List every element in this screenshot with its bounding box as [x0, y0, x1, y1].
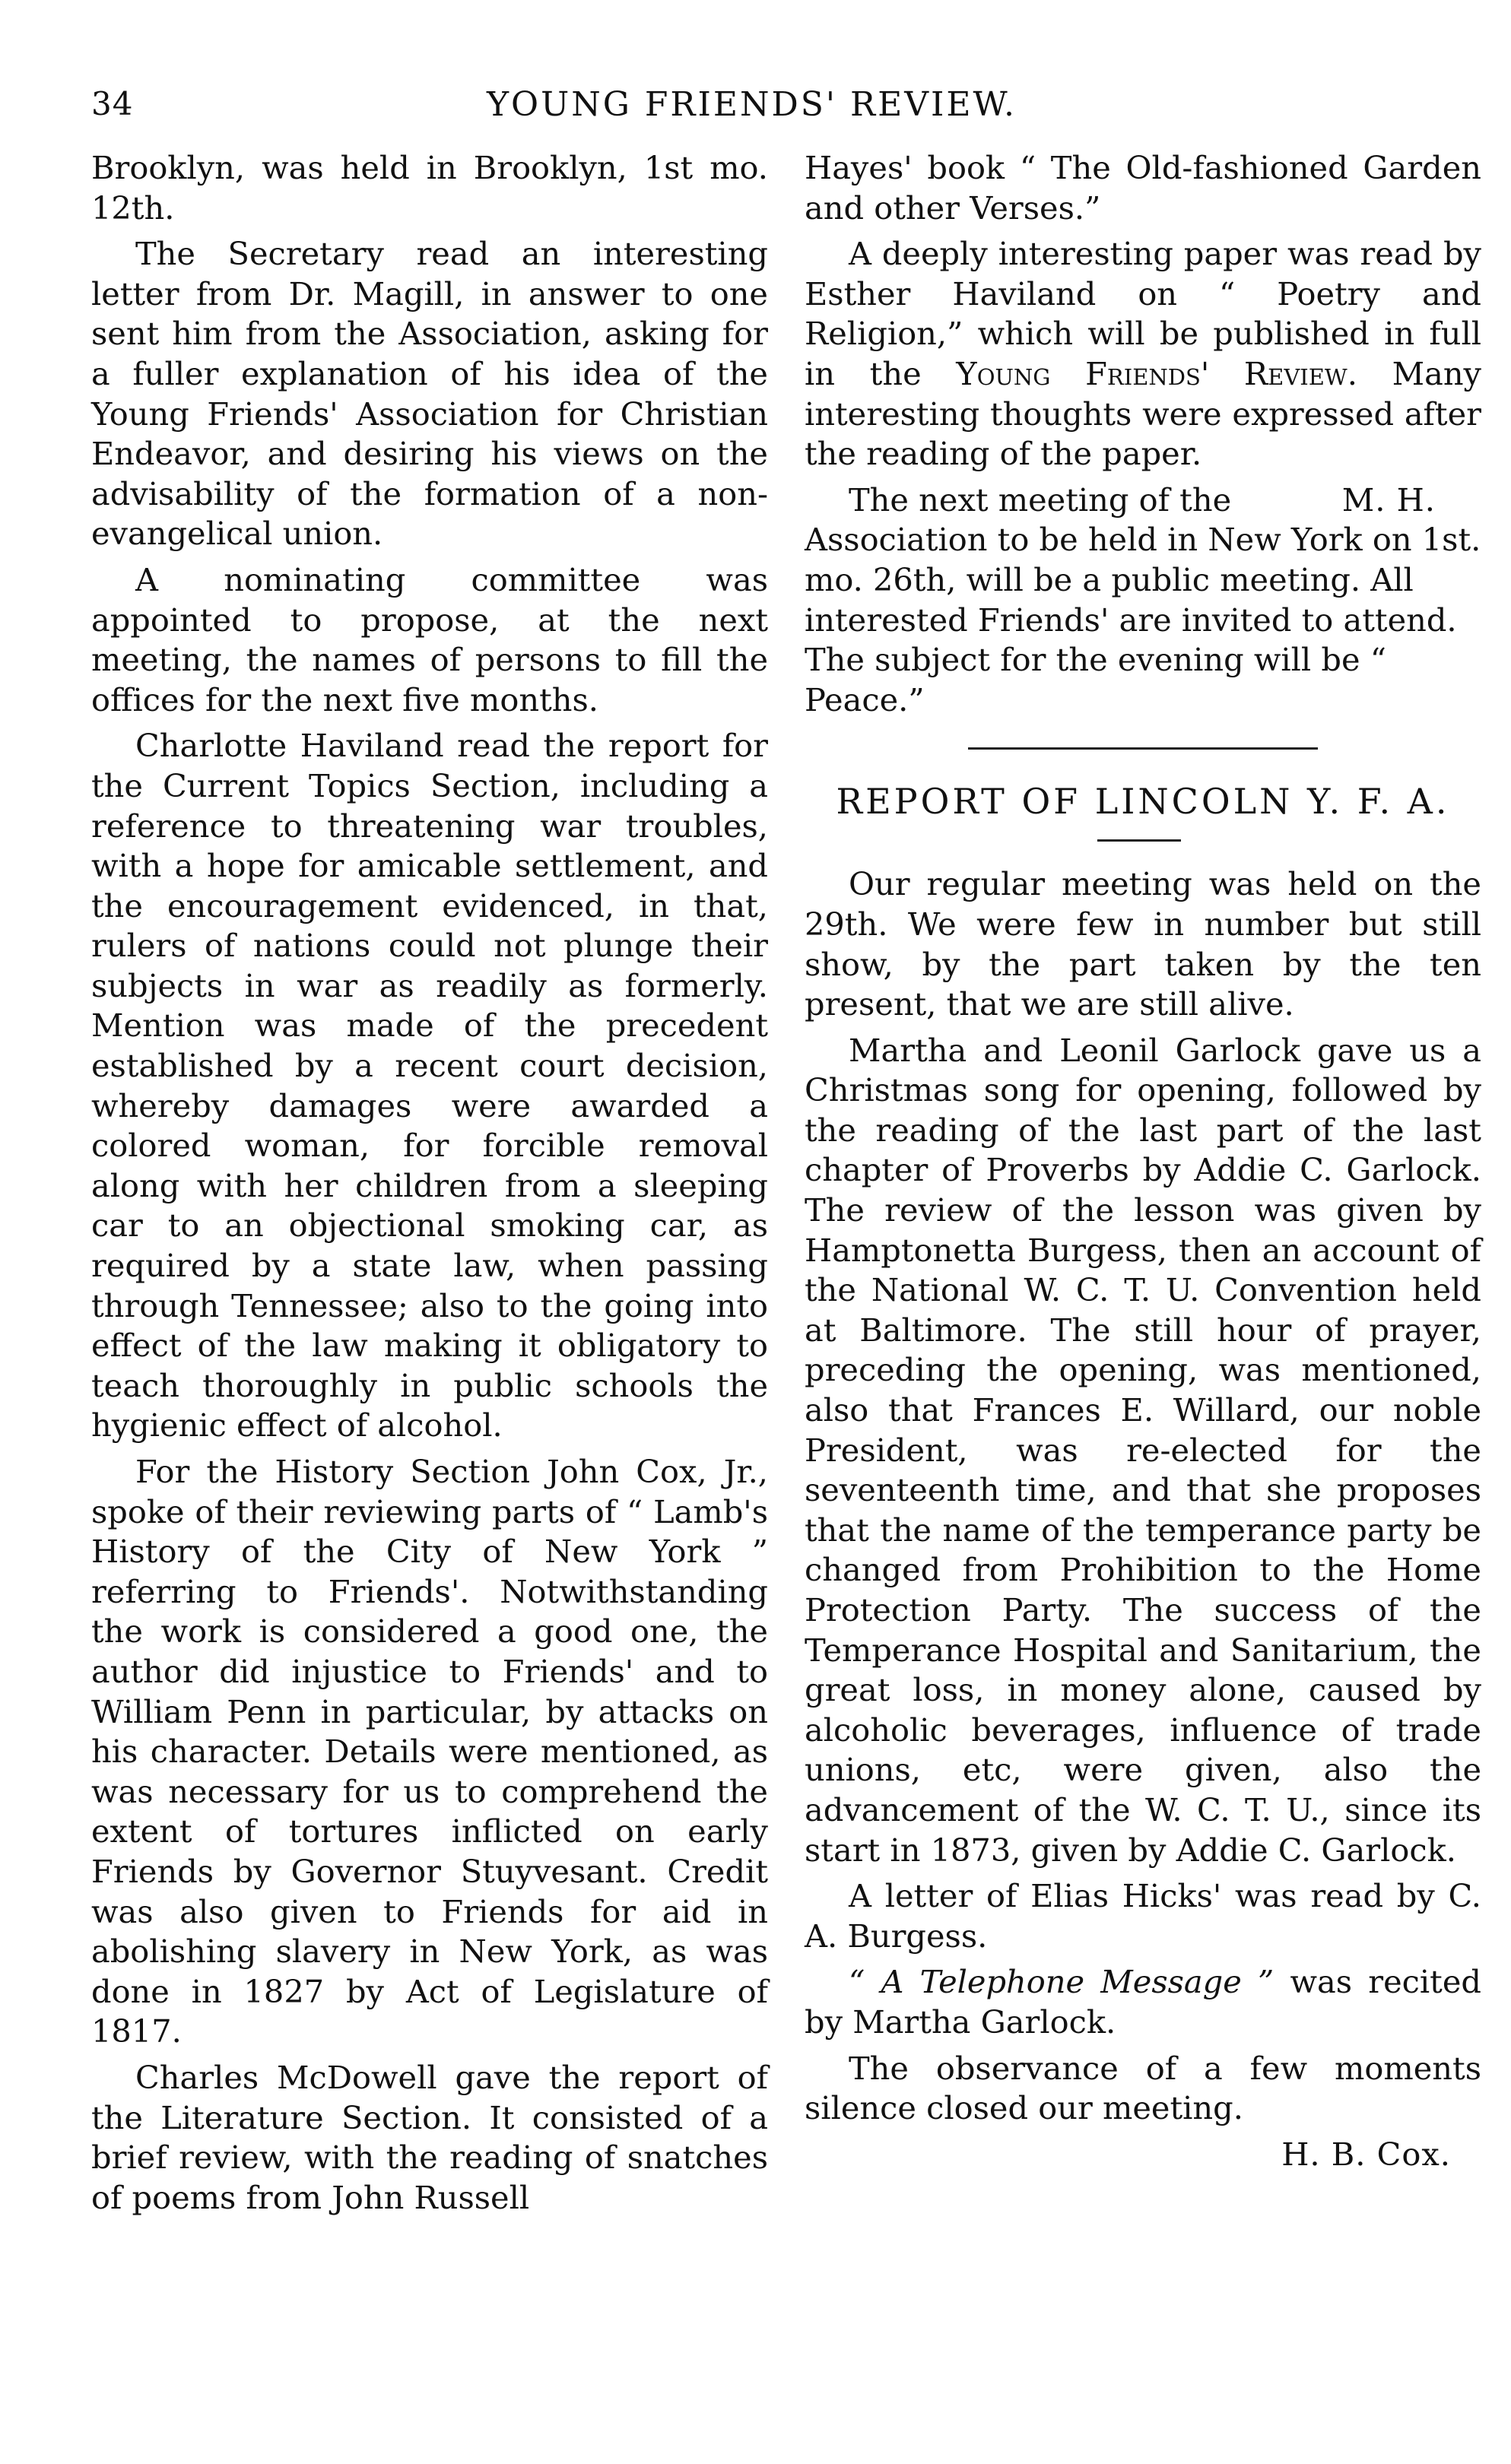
section-divider	[968, 747, 1318, 750]
heading-rule	[1097, 839, 1181, 842]
paragraph-text: was recited by Martha Garlock.	[805, 1963, 1481, 2041]
page-header	[91, 85, 1490, 138]
recitation-title: “ A Telephone Message ”	[849, 1963, 1275, 2001]
paragraph: Our regular meeting was held on the 29th. We were few in number but still show, by the part taken by the ten present, that we are still alive.	[805, 865, 1481, 1023]
publication-title: Young Friends' Review	[956, 354, 1348, 392]
paragraph: The observance of a few moments silence closed our meeting.	[805, 2049, 1481, 2127]
paragraph	[805, 1962, 1481, 2042]
paragraph: For the History Section John Cox, Jr., spoke of their reviewing parts of “ Lamb's History of the City of New York ” referring to Friends'. Notwithstanding the work is considered a good one, the author did injustice to Friends' and to William Penn in particular, by attacks on his character. Details were mentioned, as was necessary for us to comprehend the extent of tortures inflicted on early Friends by Governor Stuyvesant. Credit was also given to Friends for aid in abolishing slavery in New York, as was done in 1827 by Act of Legislature of 1817.	[91, 1453, 768, 2050]
running-title: YOUNG FRIENDS' REVIEW.	[487, 85, 1017, 124]
paragraph: Charles McDowell gave the report of the Literature Section. It consisted of a brief review, with the reading of snatches of poems from John Russell	[91, 2058, 768, 2216]
paragraph-text: The next meeting of the Association to be held in New York on 1st. mo. 26th, will be a public meeting. All interested Friends' are invited to attend. The subject for the evening will be “ Peace.”	[805, 480, 1481, 718]
paragraph	[805, 234, 1481, 474]
paragraph: Charlotte Haviland read the report for the Current Topics Section, including a reference to threatening war troubles, with a hope for amicable settlement, and the encouragement evidenced, in that, rulers of nations could not plunge their subjects in war as readily as formerly. Mention was made of the precedent established by a recent court decision, whereby damages were awarded a colored woman, for forcible removal along with her children from a sleeping car to an objectional smoking car, as required by a state law, when passing through Tennessee; also to the going into effect of the law making it obligatory to teach thoroughly in public schools the hygienic effect of alcohol.	[91, 727, 768, 1444]
paragraph: A nominating committee was appointed to propose, at the next meeting, the names of persons to fill the offices for the next five months.	[91, 560, 768, 718]
paragraph: The Secretary read an interesting letter from Dr. Magill, in answer to one sent him from the Association, asking for a fuller explanation of his idea of the Young Friends' Association for Christian Endeavor, and desiring his views on the advisability of the formation of a non-evangelical union.	[91, 235, 768, 553]
right-column	[805, 148, 1481, 2180]
signature: H. B. Cox.	[1281, 2135, 1451, 2173]
paragraph: Brooklyn, was held in Brooklyn, 1st mo. 12th.	[91, 149, 768, 227]
section-heading: REPORT OF LINCOLN Y. F. A.	[836, 781, 1450, 823]
paragraph: A letter of Elias Hicks' was read by C. A. Burgess.	[805, 1877, 1481, 1955]
left-column	[91, 148, 768, 2224]
paragraph: Martha and Leonil Garlock gave us a Christmas song for opening, followed by the reading of the last part of the last chapter of Proverbs by Addie C. Garlock. The review of the lesson was given by Hamptonetta Burgess, then an account of the National W. C. T. U. Convention held at Baltimore. The still hour of prayer, preceding the opening, was mentioned, also that Frances E. Willard, our noble President, was re-elected for the seventeenth time, and that she proposes that the name of the temperance party be changed from Prohibition to the Home Protection Party. The success of the Temperance Hospital and Sanitarium, the great loss, in money alone, caused by alcoholic beverages, influence of trade unions, etc, were given, also the advancement of the W. C. T. U., since its start in 1873, given by Addie C. Garlock.	[805, 1031, 1481, 1869]
paragraph-text: . Many interesting thoughts were expressed after the reading of the paper.	[805, 354, 1481, 473]
paragraph-text: A deeply interesting paper was read by Esther Haviland on “ Poetry and Religion,” which will be published in full in the	[805, 235, 1481, 392]
paragraph: Hayes' book “ The Old-fashioned Garden and other Verses.”	[805, 149, 1481, 227]
signature: M. H.	[1341, 480, 1436, 518]
page-number: 34	[91, 85, 134, 122]
paragraph	[805, 480, 1481, 721]
